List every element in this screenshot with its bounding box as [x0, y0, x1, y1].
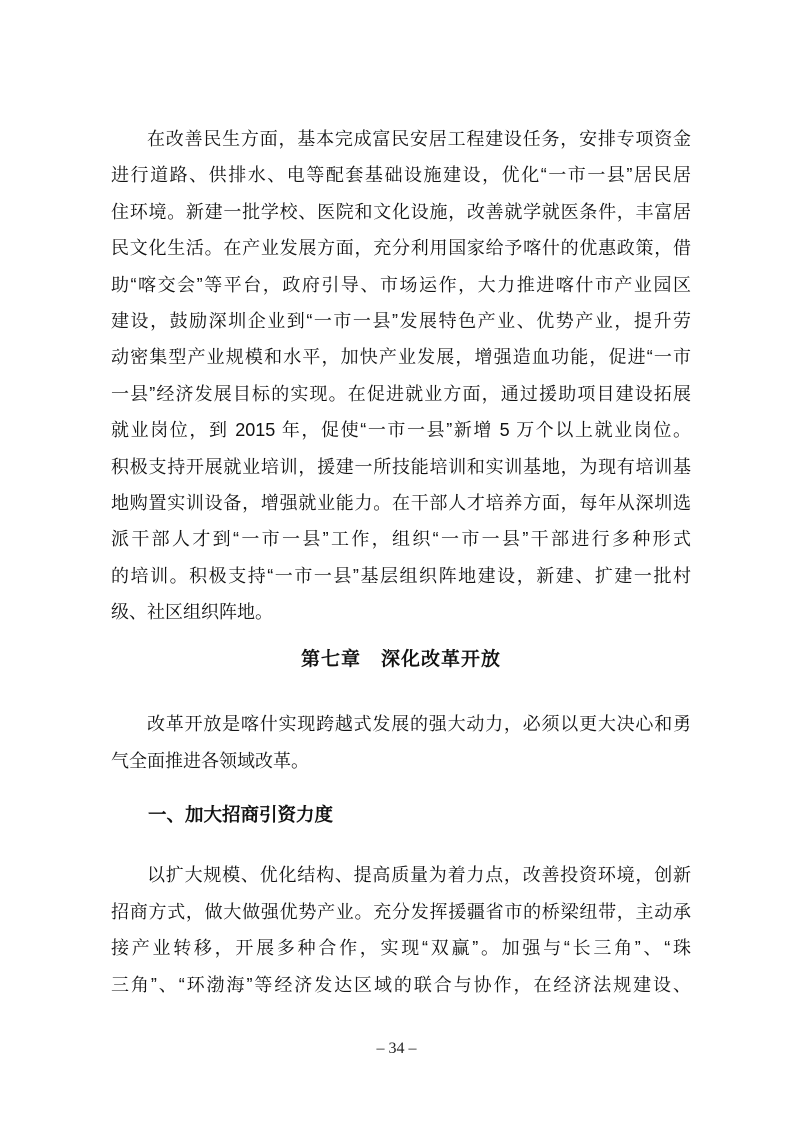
text-line: 地购置实训设备，增强就业能力。在干部人才培养方面，每年从深圳选 [111, 493, 691, 514]
text-line: 动密集型产业规模和水平，加快产业发展，增强造血功能，促进“一市 [111, 347, 691, 368]
text-line: 气全面推进各领域改革。 [111, 750, 309, 771]
text-line: 助“喀交会”等平台，政府引导、市场运作，大力推进喀什市产业园区 [111, 274, 691, 295]
text-line: 级、社区组织阵地。 [111, 602, 273, 623]
text-line: 民文化生活。在产业发展方面，充分利用国家给予喀什的优惠政策，借 [111, 238, 691, 259]
chapter-heading: 第七章 深化改革开放 [300, 648, 501, 670]
paragraph-people-livelihood [111, 121, 691, 631]
text-line: 三角”、“环渤海”等经济发达区域的联合与协作，在经济法规建设、 [111, 974, 691, 995]
text-line: 改革开放是喀什实现跨越式发展的强大动力，必须以更大决心和勇 [147, 714, 691, 735]
text-line: 招商方式，做大做强优势产业。充分发挥援疆省市的桥梁纽带，主动承 [111, 901, 691, 922]
page-content [111, 121, 691, 1003]
paragraph-investment-promotion [111, 857, 691, 1003]
text-line: 进行道路、供排水、电等配套基础设施建设，优化“一市一县”居民居 [111, 165, 691, 186]
text-line: 建设，鼓励深圳企业到“一市一县”发展特色产业、优势产业，提升劳 [111, 311, 691, 332]
text-line: 派干部人才到“一市一县”工作，组织“一市一县”干部进行多种形式 [111, 529, 691, 550]
section-heading-investment: 一、加大招商引资力度 [148, 803, 334, 825]
page-footer [0, 1040, 793, 1058]
text-line: 以扩大规模、优化结构、提高质量为着力点，改善投资环境，创新 [147, 865, 691, 886]
text-line: 住环境。新建一批学校、医院和文化设施，改善就学就医条件，丰富居 [111, 201, 691, 222]
text-line: 接产业转移，开展多种合作，实现“双赢”。加强与“长三角”、“珠 [111, 938, 691, 959]
text-line: 就业岗位，到 2015 年，促使“一市一县”新增 5 万个以上就业岗位。 [111, 420, 691, 441]
text-line: 一县”经济发展目标的实现。在促进就业方面，通过援助项目建设拓展 [111, 383, 691, 404]
paragraph-reform-opening [111, 706, 691, 779]
text-line: 积极支持开展就业培训，援建一所技能培训和实训基地，为现有培训基 [111, 456, 691, 477]
text-line: 的培训。积极支持“一市一县”基层组织阵地建设，新建、扩建一批村 [111, 565, 691, 586]
page-number: – 34 – [376, 1040, 417, 1057]
text-line: 在改善民生方面，基本完成富民安居工程建设任务，安排专项资金 [147, 129, 691, 149]
